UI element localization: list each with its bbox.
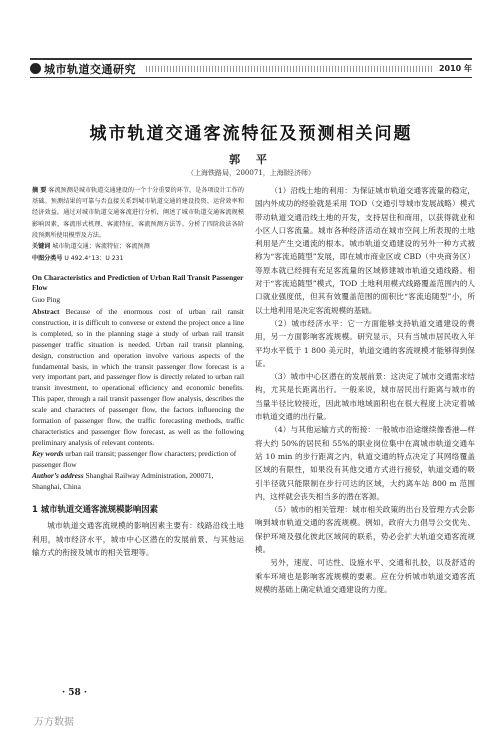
english-abstract bbox=[32, 307, 244, 449]
section-heading: 1 城市轨道交通客流规模影响因素 bbox=[32, 504, 158, 515]
abstract-label: 摘 要 bbox=[32, 187, 47, 194]
article-author: 郭 平 bbox=[229, 153, 273, 166]
chinese-abstract bbox=[32, 185, 244, 241]
paragraph-city-center: （3）城市中心区潜在的发展前景：这决定了城市交通需求结构，尤其是长距离出行。一般来说，城市居民出行距离与城市的当量半径比较接近，因此城市地域面积也在很大程度上决定着城市轨道交通的出行量。 bbox=[255, 372, 475, 422]
journal-year: 2010 年 bbox=[438, 64, 472, 73]
header-rule bbox=[146, 66, 433, 72]
article-title: 城市轨道交通客流特征及预测相关问题 bbox=[89, 124, 413, 144]
english-keywords bbox=[32, 449, 244, 471]
english-title: On Characteristics and Prediction of Urban Rail Transit Passenger Flow bbox=[32, 272, 244, 293]
page-number: · 58 · bbox=[62, 688, 88, 698]
chinese-keywords bbox=[32, 242, 244, 253]
keywords-label: 关键词 bbox=[32, 243, 51, 251]
english-keywords-label: Key words bbox=[32, 448, 64, 458]
paragraph-connection: （4）与其他运输方式的衔接：一般城市沿途继续像香港—样将大约 50%的居民和 55%的职业岗位集中在离城市轨道交通车站 10 min 的步行距离之内，轨道交通的特点决定了其网络覆盖区域的有限性，如果没有其他交通方式进行接驳，轨道交通的吸引半径就只能限制在步行可达的区域，大约离车站 800 m 范围内，这样就会丧失相当多的潜在客源。 bbox=[255, 425, 475, 501]
journal-logo-icon bbox=[30, 63, 41, 74]
classification bbox=[32, 254, 244, 265]
watermark: 万方数据 bbox=[34, 717, 74, 728]
paragraph-land-use: （1）沿线土地的利用：为保证城市轨道交通客流量的稳定，国内外成功的经验就是采用 TOD（交通引导城市发展战略）模式带动轨道交通沿线土地的开发，支持居住和商用，以获得就业和小区人口客流量。城市各种经济活动在城市空间上所表现的土地利用是产生交通流的根本。城市轨道交通建设的另外一种方式被称为“客流追随型”发展，即在城市商业区或 CBD（中央商务区）等原本就已经拥有充足客流量的区域修建城市轨道交通线路。相对于“客流追随型”模式，TOD 土地利用模式线路覆盖范围内的人口就业强度低，但其有效覆盖范围的面积比“客流追随型”小，所以土地利用是决定客流规模的基础。 bbox=[255, 186, 475, 315]
english-abstract-text: Because of the enormous cost of urban rail ransit construction, it is difficult to converse or extend the project once a line is completed, so in the planning stage a study of urban rail transit passenger traffic situation is needed. Urban rail transit planning, design, construction and operation involve various aspects of the fundamental basis, in which the transit passenger flow forecast is a very important part, and passenger flow is directly related to urban rail transit investment, to operational efficiency and economic benefits. This paper, through a rail transit passenger flow analysis, describes the scale and characters of passenger flow, the factors influencing the formation of passenger flow, the traffic forecasting methods, traffic characteristics and passenger flow forecast, as well as the following preliminary analysis of relevant contents. bbox=[32, 307, 244, 447]
keywords-text: 城市轨道交通；客流特征；客流预测 bbox=[52, 243, 150, 251]
class-text: U 492.4⁺13；U 231 bbox=[64, 254, 124, 262]
english-author: Guo Ping bbox=[32, 295, 61, 305]
paragraph-other-factors: 另外，速度、可达性、设施水平、交通和扎胶，以及舒适的乘车环境也是影响客流规模的要素。应在分析城市轨道交通客流规模的基础上确定轨道交通建设的力度。 bbox=[255, 558, 475, 594]
author-address bbox=[32, 471, 244, 493]
author-address-text: Shanghai Railway Administration, 200071, Shanghai, China bbox=[32, 470, 214, 491]
left-column bbox=[32, 185, 244, 559]
author-address-label: Author’s address bbox=[32, 470, 84, 480]
english-keywords-text: urban rail transit; passenger flow characters; prediction of passenger flow bbox=[32, 448, 237, 469]
abstract-text: 客流预测是城市轨道交通建设的一个十分重要的环节，是各项设计工作的基础。预测结果的可靠与否直接关系到城市轨道交通的建设投资、运营效率和经济效益。通过对城市轨道交通客流进行分析，阐述了城市轨道交通客流规模影响因素、客流形式机理、客流特征，客流预测方法等。分析了四阶段法各阶段预测所使用模型及方法。 bbox=[32, 187, 245, 239]
paragraph-economy: （2）城市经济水平：它一方面能够支持轨道交通建设的费用，另一方面影响客流规模。研究显示，只有当城市居民收入年平均水平低于 1 800 美元时，轨道交通的客流规模才能够得到保证。 bbox=[255, 318, 475, 368]
class-label: 中图分类号 bbox=[32, 254, 63, 262]
journal-header bbox=[30, 58, 472, 78]
section-paragraph: 城市轨道交通客流规模的影响因素主要有：线路沿线土地利用，城市经济水平，城市中心区潜在的发展前景、与其他运输方式的衔接及城市的相关管理等。 bbox=[32, 521, 244, 557]
author-affiliation: （上海铁路局，200071，上海∥经济师） bbox=[187, 169, 315, 177]
journal-brand bbox=[30, 61, 140, 77]
journal-name: 城市轨道交通研究 bbox=[44, 62, 136, 76]
paragraph-management: （5）城市的相关管理：城市相关政策的出台及管理方式会影响到城市轨道交通的客流规模。例如，政府大力倡导公交优先、保护环境及强化彼此区域间的联系，势必会扩大轨道交通客流规模。 bbox=[255, 505, 475, 555]
right-column bbox=[255, 184, 475, 596]
english-abstract-label: Abstract bbox=[32, 307, 60, 316]
